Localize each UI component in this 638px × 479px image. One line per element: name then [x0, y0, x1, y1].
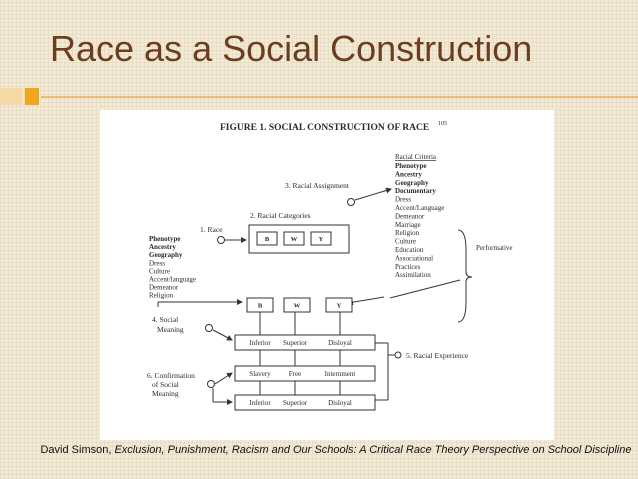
- criteria-list: [395, 162, 444, 279]
- confirmation-item: Superior: [282, 399, 308, 407]
- criteria-item: Ancestry: [395, 170, 422, 179]
- confirmation-item: Disloyal: [328, 399, 352, 407]
- label-performative: Performative: [476, 244, 513, 252]
- label-confirmation-3: Meaning: [152, 389, 179, 398]
- criteria-item: Dress: [395, 195, 411, 204]
- social-meaning-row: [249, 339, 352, 347]
- decor-bar-left: [0, 88, 22, 105]
- race-marker-item: Dress: [149, 259, 165, 268]
- arrow-to-category-y: [348, 297, 384, 303]
- category-mid-label: W: [293, 302, 301, 310]
- label-confirmation-1: 6. Confirmation: [147, 371, 195, 380]
- race-marker-item: Religion: [149, 291, 174, 300]
- race-marker-item: Phenotype: [149, 235, 181, 243]
- arrow-to-experience: [215, 373, 232, 384]
- criteria-heading: Racial Criteria: [395, 153, 437, 161]
- experience-item: Internment: [324, 370, 356, 378]
- label-social-1: 4. Social: [152, 315, 179, 324]
- citation-caption: [34, 443, 638, 457]
- label-racial-categories: 2. Racial Categories: [250, 211, 311, 220]
- criteria-item: Culture: [395, 237, 416, 246]
- label-social-2: Meaning: [157, 325, 184, 334]
- confirmation-item: Inferior: [249, 399, 271, 407]
- node-race: [218, 237, 225, 244]
- criteria-item: Phenotype: [395, 162, 427, 170]
- criteria-item: Demeanor: [395, 212, 425, 221]
- category-boxes-top: [257, 232, 331, 245]
- experience-item: Free: [288, 370, 302, 378]
- arrow-to-social-meaning: [213, 330, 232, 340]
- race-marker-item: Ancestry: [149, 243, 176, 252]
- node-assignment: [348, 199, 355, 206]
- criteria-item: Education: [395, 246, 424, 254]
- social-meaning-item: Superior: [282, 339, 308, 347]
- label-race: 1. Race: [200, 225, 223, 234]
- experience-item: Slavery: [249, 370, 271, 378]
- node-confirmation: [208, 381, 215, 388]
- social-meaning-item: Disloyal: [328, 339, 352, 347]
- node-social-meaning: [206, 325, 213, 332]
- category-mid-label: B: [257, 302, 263, 310]
- race-marker-list: [149, 235, 196, 300]
- race-marker-item: Demeanor: [149, 283, 179, 292]
- criteria-item: Accent/Language: [395, 204, 445, 212]
- criteria-item: Practices: [395, 262, 421, 271]
- figure-image: [100, 110, 554, 440]
- category-mid-label: Y: [336, 302, 342, 310]
- confirmation-row: [249, 399, 352, 407]
- figure-diagram: [100, 110, 554, 440]
- figure-heading-sup: 105: [438, 121, 447, 127]
- label-racial-experience: 5. Racial Experience: [406, 351, 469, 360]
- arrow-from-criteria: [390, 280, 460, 298]
- social-meaning-item: Inferior: [249, 339, 271, 347]
- performative-brace: [458, 230, 472, 322]
- criteria-item: Geography: [395, 178, 429, 187]
- caption-author: David Simson,: [40, 444, 115, 456]
- category-top-label: Y: [318, 236, 324, 243]
- caption-work-title: Exclusion, Punishment, Racism and Our Schools: A Critical Race Theory Perspective on School Discipline: [114, 444, 632, 456]
- criteria-item: Associational: [395, 254, 434, 263]
- criteria-item: Religion: [395, 229, 420, 238]
- category-top-label: B: [264, 236, 270, 243]
- label-confirmation-2: of Social: [152, 380, 179, 389]
- criteria-item: Documentary: [395, 187, 436, 196]
- criteria-item: Marriage: [395, 220, 421, 229]
- label-racial-assignment: 3. Racial Assignment: [285, 181, 349, 190]
- arrow-to-criteria: [355, 189, 391, 200]
- figure-heading: FIGURE 1. SOCIAL CONSTRUCTION OF RACE: [220, 123, 430, 133]
- criteria-item: Assimilation: [395, 271, 431, 280]
- experience-row: [249, 370, 355, 378]
- node-racial-experience: [395, 352, 401, 358]
- decor-rule-line: [41, 96, 638, 98]
- race-marker-item: Culture: [149, 267, 170, 276]
- race-marker-item: Geography: [149, 251, 183, 260]
- race-marker-item: Accent/language: [149, 275, 197, 284]
- slide-title: Race as a Social Construction: [50, 28, 533, 69]
- category-top-label: W: [290, 236, 298, 243]
- category-boxes-middle: [247, 298, 352, 312]
- decor-accent-square: [25, 88, 39, 105]
